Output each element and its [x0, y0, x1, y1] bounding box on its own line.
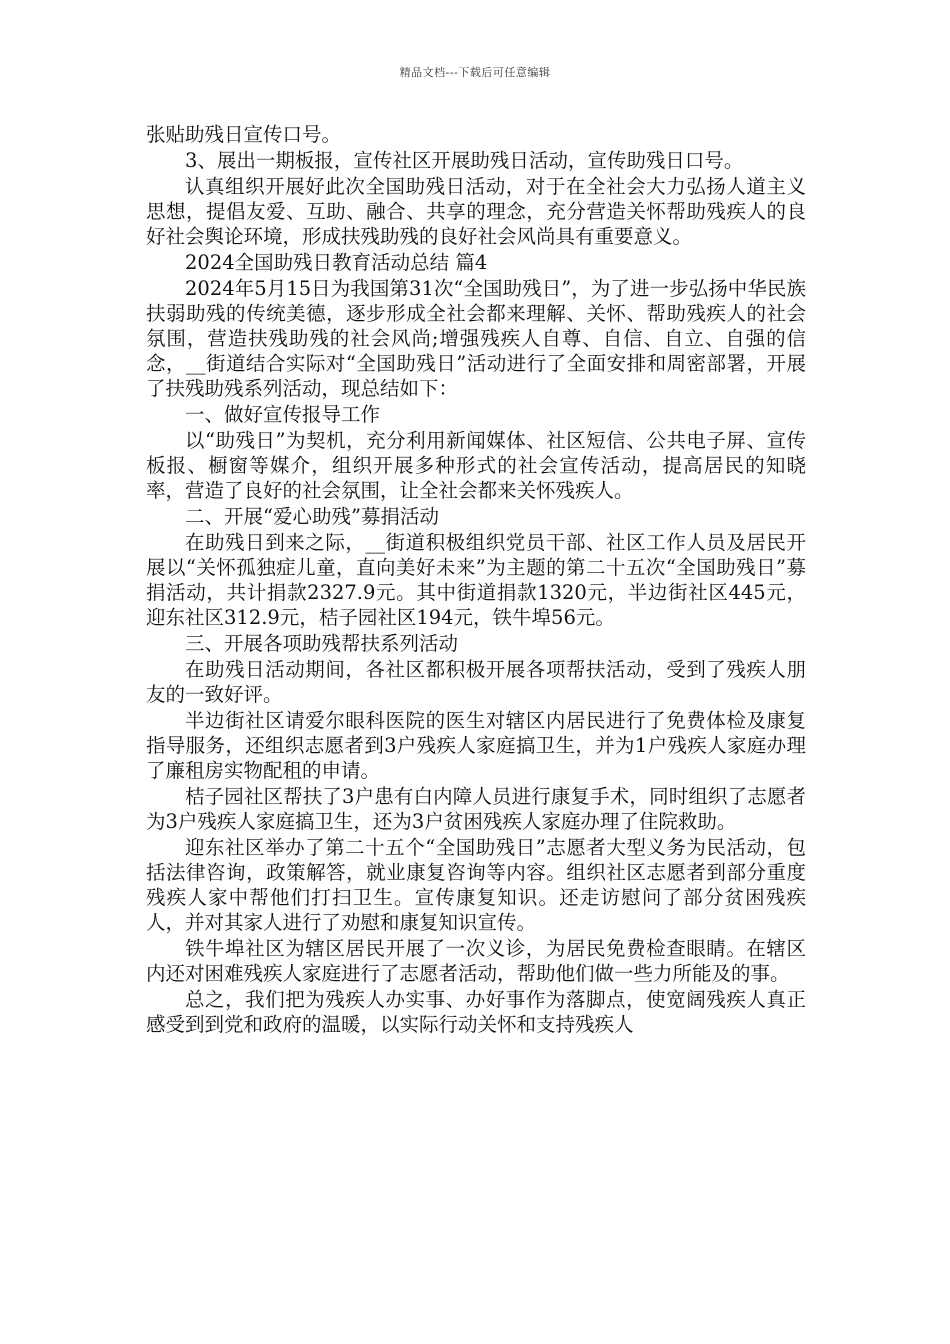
- paragraph-yingdong: 迎东社区举办了第二十五个“全国助残日”志愿者大型义务为民活动，包括法律咨询，政策解答，就业康复咨询等内容。组织社区志愿者到部分重度残疾人家中帮他们打扫卫生。宣传康复知识。还走访慰问了部分贫困残疾人，并对其家人进行了劝慰和康复知识宣传。: [146, 836, 806, 934]
- paragraph-conclusion: 总之，我们把为残疾人办实事、办好事作为落脚点，使宽阔残疾人真正感受到到党和政府的温暖，以实际行动关怀和支持残疾人: [146, 988, 806, 1036]
- heading-publicity: 一、做好宣传报导工作: [185, 403, 381, 426]
- paragraph-banbianjie: 半边街社区请爱尔眼科医院的医生对辖区内居民进行了免费体检及康复指导服务，还组织志愿者到3户残疾人家庭搞卫生，并为1户残疾人家庭办理了廉租房实物配租的申请。: [146, 709, 806, 782]
- paragraph-juziyuan: 桔子园社区帮扶了3户患有白内障人员进行康复手术，同时组织了志愿者为3户残疾人家庭搞卫生，还为3户贫困残疾人家庭办理了住院救助。: [146, 785, 806, 833]
- paragraph-continuation: 张贴助残日宣传口号。: [146, 123, 342, 146]
- section-title: 2024全国助残日教育活动总结 篇4: [185, 251, 488, 274]
- heading-donation: 二、开展“爱心助残”募捐活动: [185, 505, 439, 528]
- paragraph-tieniubu: 铁牛埠社区为辖区居民开展了一次义诊，为居民免费检查眼睛。在辖区内还对困难残疾人家庭进行了志愿者活动，帮助他们做一些力所能及的事。: [146, 937, 806, 985]
- paragraph-significance: 认真组织开展好此次全国助残日活动，对于在全社会大力弘扬人道主义思想，提倡友爱、互助、融合、共享的理念，充分营造关怀帮助残疾人的良好社会舆论环境，形成扶残助残的良好社会风尚具有重要意义。: [146, 175, 806, 248]
- document-body: [146, 122, 806, 1038]
- paragraph-intro: 2024年5月15日为我国第31次“全国助残日”，为了进一步弘扬中华民族扶弱助残的传统美德，逐步形成全社会都来理解、关怀、帮助残疾人的社会氛围，营造扶残助残的社会风尚;增强残疾人自尊、自信、自立、自强的信念，__街道结合实际对“全国助残日”活动进行了全面安排和周密部署，开展了扶残助残系列活动，现总结如下：: [146, 277, 806, 400]
- paragraph-donation: 在助残日到来之际，__街道积极组织党员干部、社区工作人员及居民开展以“关怀孤独症儿童，直向美好未来”为主题的第二十五次“全国助残日”募捐活动，共计捐款2327.9元。其中街道捐款1320元，半边街社区445元，迎东社区312.9元，桔子园社区194元，铁牛埠56元。: [146, 531, 806, 629]
- paragraph-assistance: 在助残日活动期间，各社区都积极开展各项帮扶活动，受到了残疾人朋友的一致好评。: [146, 658, 806, 706]
- heading-assistance: 三、开展各项助残帮扶系列活动: [185, 632, 459, 655]
- paragraph-publicity: 以“助残日”为契机，充分利用新闻媒体、社区短信、公共电子屏、宣传板报、橱窗等媒介，组织开展多种形式的社会宣传活动，提高居民的知晓率，营造了良好的社会氛围，让全社会都来关怀残疾人。: [146, 429, 806, 502]
- paragraph-item-3: 3、展出一期板报，宣传社区开展助残日活动，宣传助残日口号。: [185, 149, 744, 172]
- page-header: 精品文档---下载后可任意编辑: [399, 66, 551, 79]
